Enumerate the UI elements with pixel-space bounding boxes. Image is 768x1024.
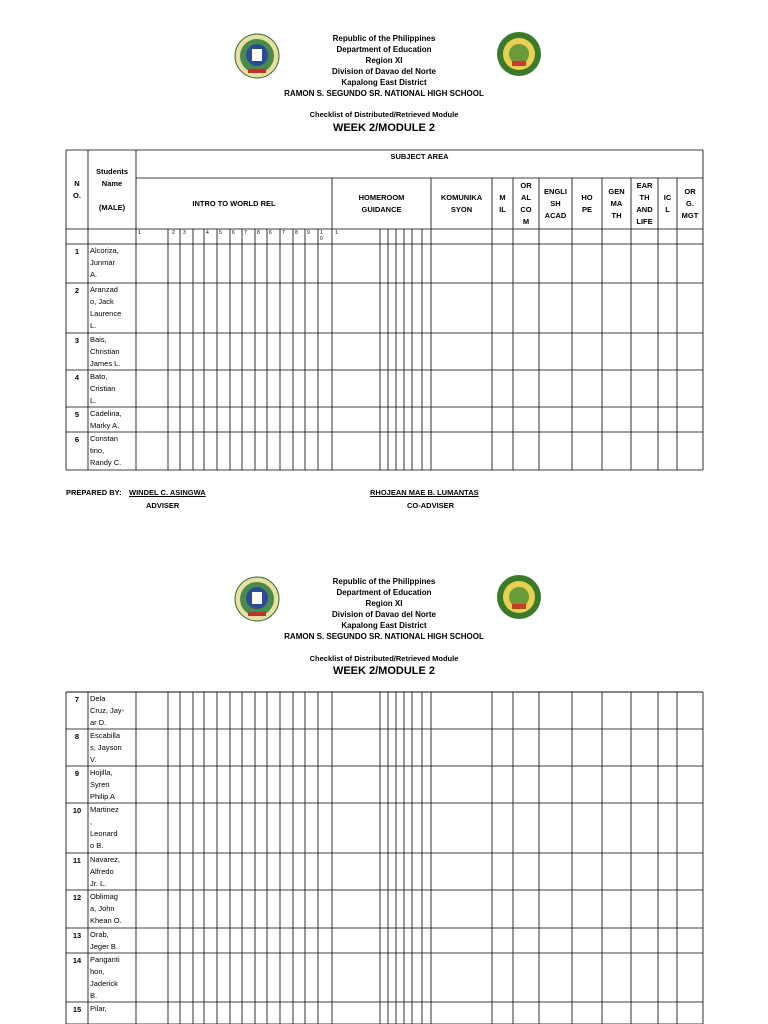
tick-number: 8 xyxy=(257,230,260,236)
header-line: Republic of the Philippines xyxy=(332,577,436,586)
student-name: Navarez, Alfredo Jr. L. xyxy=(90,855,121,888)
header-line: RAMON S. SEGUNDO SR. NATIONAL HIGH SCHOOL xyxy=(284,632,484,641)
coadviser-name: RHOJEAN MAE B. LUMANTAS xyxy=(370,488,479,497)
adviser-name: WINDEL C. ASINGWA xyxy=(129,488,206,497)
student-name: Hojilla, Syren Philip A xyxy=(90,768,116,801)
student-name: Bais, Christian James L. xyxy=(90,335,121,368)
student-name: Escabilla s, Jayson V. xyxy=(90,731,122,764)
subject-header: EAR TH AND LIFE xyxy=(636,180,653,226)
subject-header: ENGLI SH ACAD xyxy=(544,186,567,220)
row-number: 3 xyxy=(74,336,80,345)
tick-number: 7 xyxy=(244,230,247,236)
week-title: WEEK 2/MODULE 2 xyxy=(332,122,436,134)
checklist-subtitle: Checklist of Distributed/Retrieved Module xyxy=(309,654,459,663)
row-number: 8 xyxy=(74,732,80,741)
row-number: 4 xyxy=(74,373,80,382)
header-line: Department of Education xyxy=(336,588,432,597)
student-name: Alcoriza, Junmar A. xyxy=(90,246,119,279)
student-name: Panganti hon, Jaderick B. xyxy=(90,955,120,1000)
week-title: WEEK 2/MODULE 2 xyxy=(332,665,436,677)
row-number: 13 xyxy=(72,931,82,940)
subject-header: OR AL CO M xyxy=(520,180,532,226)
tick-number: 2 xyxy=(172,230,175,236)
subject-header: KOMUNIKA SYON xyxy=(440,192,483,214)
header-line: Division of Davao del Norte xyxy=(331,67,437,76)
prepared-by-label: PREPARED BY: xyxy=(66,488,122,497)
header-line: Republic of the Philippines xyxy=(332,34,436,43)
student-name: Oblimag a, John Khean O. xyxy=(90,892,122,925)
student-name: Constan tino, Randy C. xyxy=(90,434,122,467)
row-number: 6 xyxy=(74,435,80,444)
row-number: 9 xyxy=(74,769,80,778)
student-name: Dela Cruz, Jay- ar D. xyxy=(90,694,125,727)
coadviser-role: CO-ADVISER xyxy=(407,501,455,510)
row-number: 2 xyxy=(74,286,80,295)
row-number: 7 xyxy=(74,695,80,704)
column-header-students: Students Name (MALE) xyxy=(95,166,129,212)
row-number: 11 xyxy=(73,856,81,865)
header-line: Kapalong East District xyxy=(341,621,427,630)
row-number: 14 xyxy=(72,956,82,965)
student-name: Orab, Jeger B. xyxy=(90,930,118,951)
student-name: Martinez , Leonard o B. xyxy=(90,805,119,850)
student-name: Cadelina, Marky A. xyxy=(90,409,122,430)
header-line: Department of Education xyxy=(336,45,432,54)
student-name: Bato, Cristian L. xyxy=(90,372,116,405)
tick-number: 6 xyxy=(232,230,235,236)
subject-header: IC L xyxy=(663,192,672,214)
subject-header: INTRO TO WORLD REL xyxy=(192,198,276,208)
tick-number: 7 xyxy=(282,230,285,236)
tick-number: 1 xyxy=(335,230,338,236)
subject-header: M IL xyxy=(499,192,506,214)
tick-number: 1 0 xyxy=(320,230,323,242)
header-line: Kapalong East District xyxy=(341,78,427,87)
tick-number: 6 xyxy=(269,230,272,236)
subject-header: HOMEROOM GUIDANCE xyxy=(358,192,405,214)
tick-number: 9 xyxy=(307,230,310,236)
tick-number: 5 xyxy=(219,230,222,236)
subject-area-header: SUBJECT AREA xyxy=(390,152,449,161)
tick-number: 4 xyxy=(206,230,209,236)
column-header-no: N O. xyxy=(73,178,81,200)
row-number: 10 xyxy=(72,806,82,815)
row-number: 15 xyxy=(72,1005,82,1014)
header-line: RAMON S. SEGUNDO SR. NATIONAL HIGH SCHOOL xyxy=(284,89,484,98)
header-line: Region XI xyxy=(365,56,403,65)
checklist-subtitle: Checklist of Distributed/Retrieved Module xyxy=(309,110,459,119)
tick-number: 8 xyxy=(295,230,298,236)
subject-header: GEN MA TH xyxy=(608,186,625,220)
student-name: Aranzad o, Jack Laurence L. xyxy=(90,285,122,330)
subject-header: OR G. MGT xyxy=(681,186,699,220)
row-number: 5 xyxy=(74,410,80,419)
row-number: 12 xyxy=(72,893,82,902)
adviser-role: ADVISER xyxy=(146,501,180,510)
header-line: Region XI xyxy=(365,599,403,608)
tick-number: 3 xyxy=(183,230,186,236)
header-line: Division of Davao del Norte xyxy=(331,610,437,619)
student-name: Pilar, xyxy=(90,1004,107,1013)
row-number: 1 xyxy=(74,247,80,256)
tick-number: 1 xyxy=(138,230,141,236)
subject-header: HO PE xyxy=(581,192,593,214)
